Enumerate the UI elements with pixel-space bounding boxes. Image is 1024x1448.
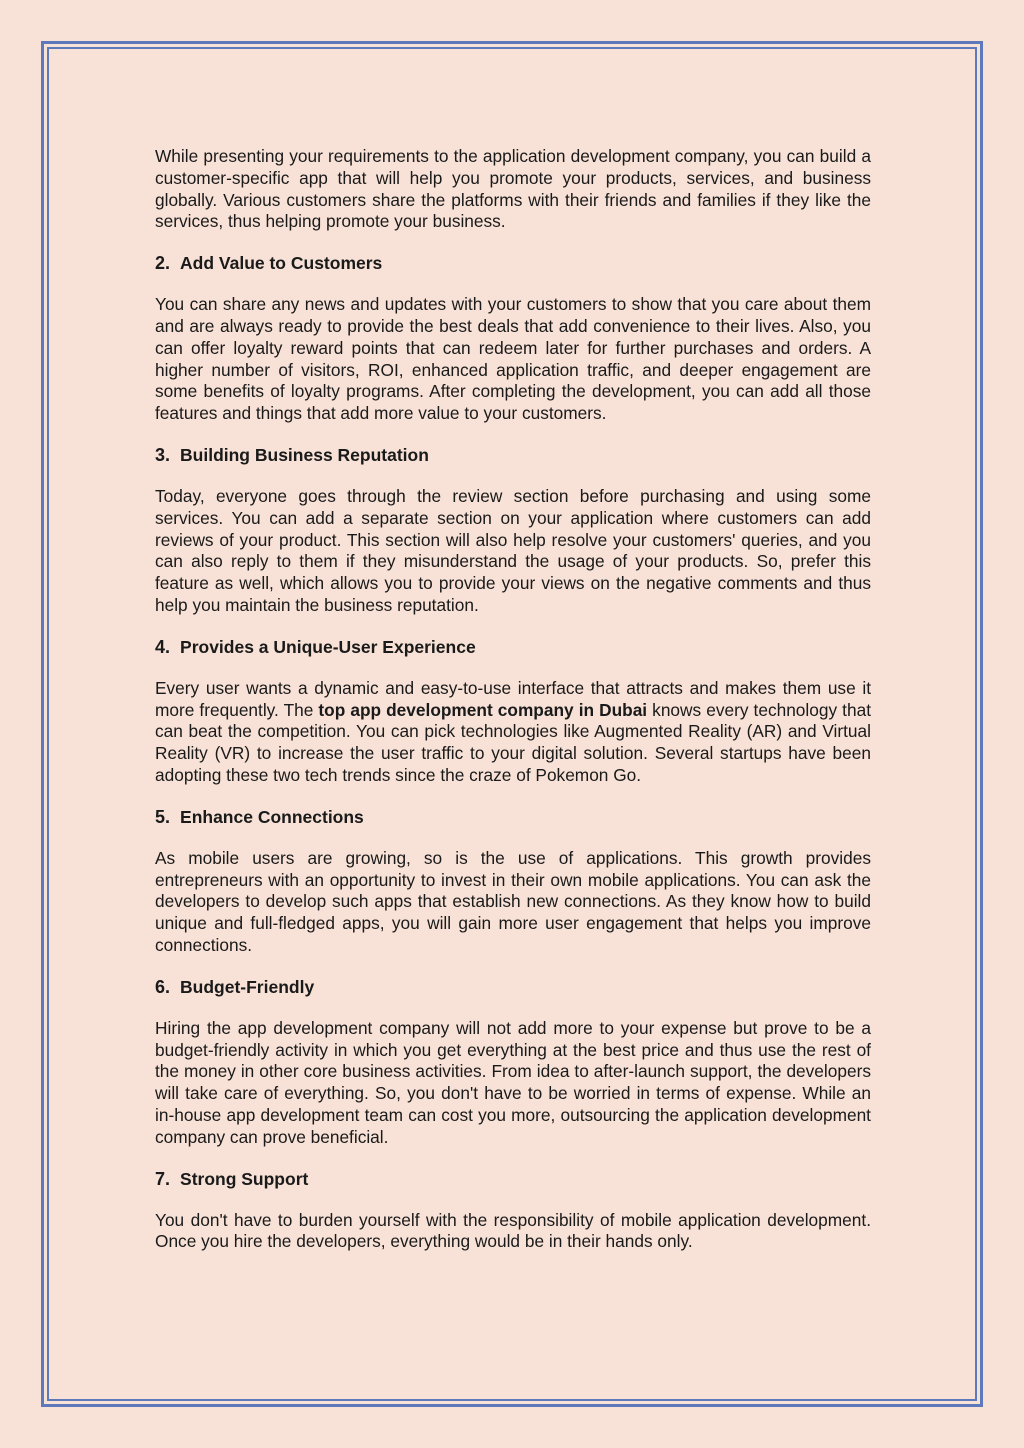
section-body-strong-support: You don't have to burden yourself with the responsibility of mobile application development. Once you hire the developers, everything would be in their hands only. — [155, 1209, 871, 1252]
section-number: 5. — [155, 806, 171, 827]
section-body-user-experience — [155, 678, 871, 787]
section-number: 4. — [155, 636, 171, 657]
section-title: Building Business Reputation — [180, 444, 429, 465]
section-body-budget-friendly: Hiring the app development company will not add more to your expense but prove to be a budget-friendly activity in which you get everything at the best price and thus use the rest of the money in other core business activities. From idea to after-launch support, the developers will take care of everything. So, you don't have to be worried in terms of expense. While an in-house app development team can cost you more, outsourcing the application development company can prove beneficial. — [155, 1017, 871, 1147]
company-link-text: top app development company in Dubai — [318, 699, 648, 720]
section-title: Add Value to Customers — [180, 253, 383, 274]
section-heading-user-experience — [155, 636, 871, 658]
section-title: Enhance Connections — [180, 806, 364, 827]
body-text-before: Every user wants a dynamic and easy-to-use interface that attracts and makes them use it more frequently. The — [155, 677, 871, 720]
section-body-add-value: You can share any news and updates with your customers to show that you care about them and are always ready to provide the best deals that add convenience to their lives. Also, you can offer loyalty reward points that can redeem later for further purchases and orders. A higher number of visitors, ROI, enhanced application traffic, and deeper engagement are some benefits of loyalty programs. After completing the development, you can add all those features and things that add more value to your customers. — [155, 294, 871, 424]
section-heading-business-reputation — [155, 444, 871, 466]
intro-paragraph: While presenting your requirements to the application development company, you can build a customer-specific app that will help you promote your products, services, and business globally. Various customers share the platforms with their friends and families if they like the services, thus helping promote your business. — [155, 146, 871, 232]
section-heading-add-value — [155, 252, 871, 274]
section-number: 6. — [155, 976, 171, 997]
section-heading-budget-friendly — [155, 976, 871, 998]
body-text-after: knows every technology that can beat the competition. You can pick technologies like Augmented Reality (AR) and Virtual Reality (VR) to increase the user traffic to your digital solution. Several startups have been adopting these two tech trends since the craze of Pokemon Go. — [155, 699, 872, 785]
section-number: 2. — [155, 253, 171, 274]
section-number: 7. — [155, 1168, 171, 1189]
document-content — [155, 146, 871, 1253]
section-heading-strong-support — [155, 1168, 871, 1190]
section-body-enhance-connections: As mobile users are growing, so is the use of applications. This growth provides entrepreneurs with an opportunity to invest in their own mobile applications. You can ask the developers to develop such apps that establish new connections. As they know how to build unique and full-fledged apps, you will gain more user engagement that helps you improve connections. — [155, 847, 871, 955]
section-title: Provides a Unique-User Experience — [180, 636, 476, 657]
section-title: Budget-Friendly — [180, 976, 315, 997]
section-heading-enhance-connections — [155, 806, 871, 828]
section-title: Strong Support — [180, 1168, 309, 1189]
section-body-business-reputation: Today, everyone goes through the review section before purchasing and using some services. You can add a separate section on your application where customers can add reviews of your product. This section will also help resolve your customers' queries, and you can also reply to them if they misunderstand the usage of your products. So, prefer this feature as well, which allows you to provide your views on the negative comments and thus help you maintain the business reputation. — [155, 485, 871, 615]
section-number: 3. — [155, 444, 171, 465]
